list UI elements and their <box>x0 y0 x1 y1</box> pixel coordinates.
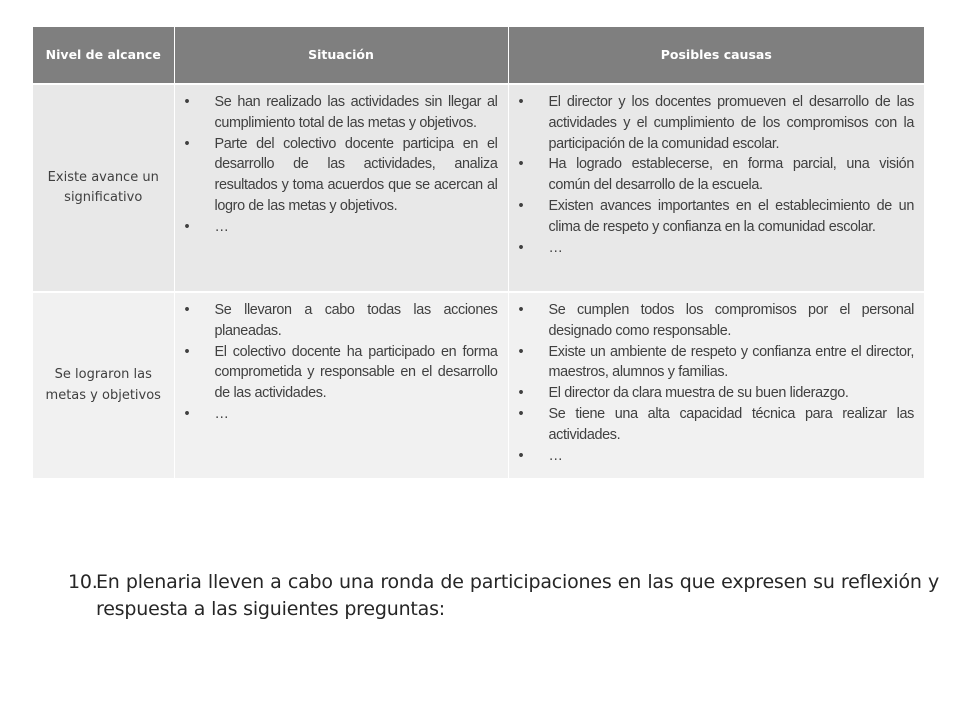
table-row <box>33 84 924 292</box>
list-item <box>519 300 915 342</box>
header-causes: Posibles causas <box>508 27 924 84</box>
header-level: Nivel de alcance <box>33 27 174 84</box>
list-item <box>519 383 915 404</box>
list-item-text: Se han realizado las actividades sin llegar al cumplimiento total de las metas y objetivos. <box>214 94 498 131</box>
situation-list <box>175 85 508 242</box>
list-item-text: Parte del colectivo docente participa en el desarrollo de las actividades, analiza resultados y toma acuerdos que se acercan al logro de las metas y objetivos. <box>214 135 498 214</box>
list-item <box>519 196 915 238</box>
list-item-text: Existe un ambiente de respeto y confianza entre el director, maestros, alumnos y familias. <box>548 343 914 381</box>
list-item <box>185 404 498 425</box>
header-situation: Situación <box>174 27 508 84</box>
bullet-icon: • <box>518 94 524 110</box>
bullet-icon: • <box>184 218 190 235</box>
bullet-icon: • <box>184 405 190 422</box>
list-item <box>519 404 915 446</box>
situation-cell <box>174 292 508 478</box>
list-item <box>519 342 915 384</box>
question-paragraph <box>68 569 939 623</box>
list-item-text: El director da clara muestra de su buen liderazgo. <box>548 385 849 402</box>
list-item <box>519 238 915 259</box>
list-item <box>519 446 915 467</box>
situation-list <box>175 293 508 429</box>
table-header-row <box>33 27 924 84</box>
question-number: 10. <box>68 571 98 593</box>
list-item-text: … <box>214 218 229 235</box>
achievement-level-table <box>33 27 924 478</box>
list-item <box>519 154 915 196</box>
question-text: En plenaria lleven a cabo una ronda de participaciones en las que expresen su reflexión y respuesta a las siguientes preguntas: <box>96 571 939 620</box>
list-item-text: Existen avances importantes en el establecimiento de un clima de respeto y confianza en la comunidad escolar. <box>548 197 914 235</box>
situation-cell <box>174 84 508 292</box>
bullet-icon: • <box>518 343 524 360</box>
list-item <box>519 92 915 154</box>
list-item-text: Se cumplen todos los compromisos por el personal designado como responsable. <box>548 302 914 339</box>
list-item <box>185 217 498 238</box>
level-cell: Se lograron las metas y objetivos <box>33 292 174 478</box>
bullet-icon: • <box>518 239 524 256</box>
bullet-icon: • <box>518 302 524 318</box>
bullet-icon: • <box>518 405 524 422</box>
bullet-icon: • <box>184 302 190 318</box>
list-item-text: El director y los docentes promueven el desarrollo de las actividades y el cumplimiento de los compromisos con la participación de la comunidad escolar. <box>548 94 914 152</box>
achievement-table-container <box>33 27 924 478</box>
list-item-text: Se llevaron a cabo todas las acciones planeadas. <box>214 302 498 339</box>
list-item-text: … <box>214 405 229 422</box>
bullet-icon: • <box>518 156 524 173</box>
causes-list <box>509 293 925 470</box>
causes-list <box>509 85 925 262</box>
bullet-icon: • <box>184 94 190 110</box>
bullet-icon: • <box>184 135 190 152</box>
bullet-icon: • <box>518 197 524 214</box>
list-item-text: Ha logrado establecerse, en forma parcial, una visión común del desarrollo de la escuela. <box>548 156 914 194</box>
causes-cell <box>508 292 924 478</box>
list-item-text: … <box>548 239 563 256</box>
level-cell: Existe avance un significativo <box>33 84 174 292</box>
causes-cell <box>508 84 924 292</box>
list-item-text: El colectivo docente ha participado en forma comprometida y responsable en el desarrollo de las actividades. <box>214 343 498 402</box>
list-item <box>185 134 498 217</box>
bullet-icon: • <box>184 343 190 360</box>
list-item <box>185 342 498 404</box>
list-item-text: … <box>548 447 563 464</box>
list-item <box>185 300 498 342</box>
bullet-icon: • <box>518 385 524 402</box>
bullet-icon: • <box>518 447 524 464</box>
list-item-text: Se tiene una alta capacidad técnica para realizar las actividades. <box>548 405 914 443</box>
table-row <box>33 292 924 478</box>
list-item <box>185 92 498 134</box>
